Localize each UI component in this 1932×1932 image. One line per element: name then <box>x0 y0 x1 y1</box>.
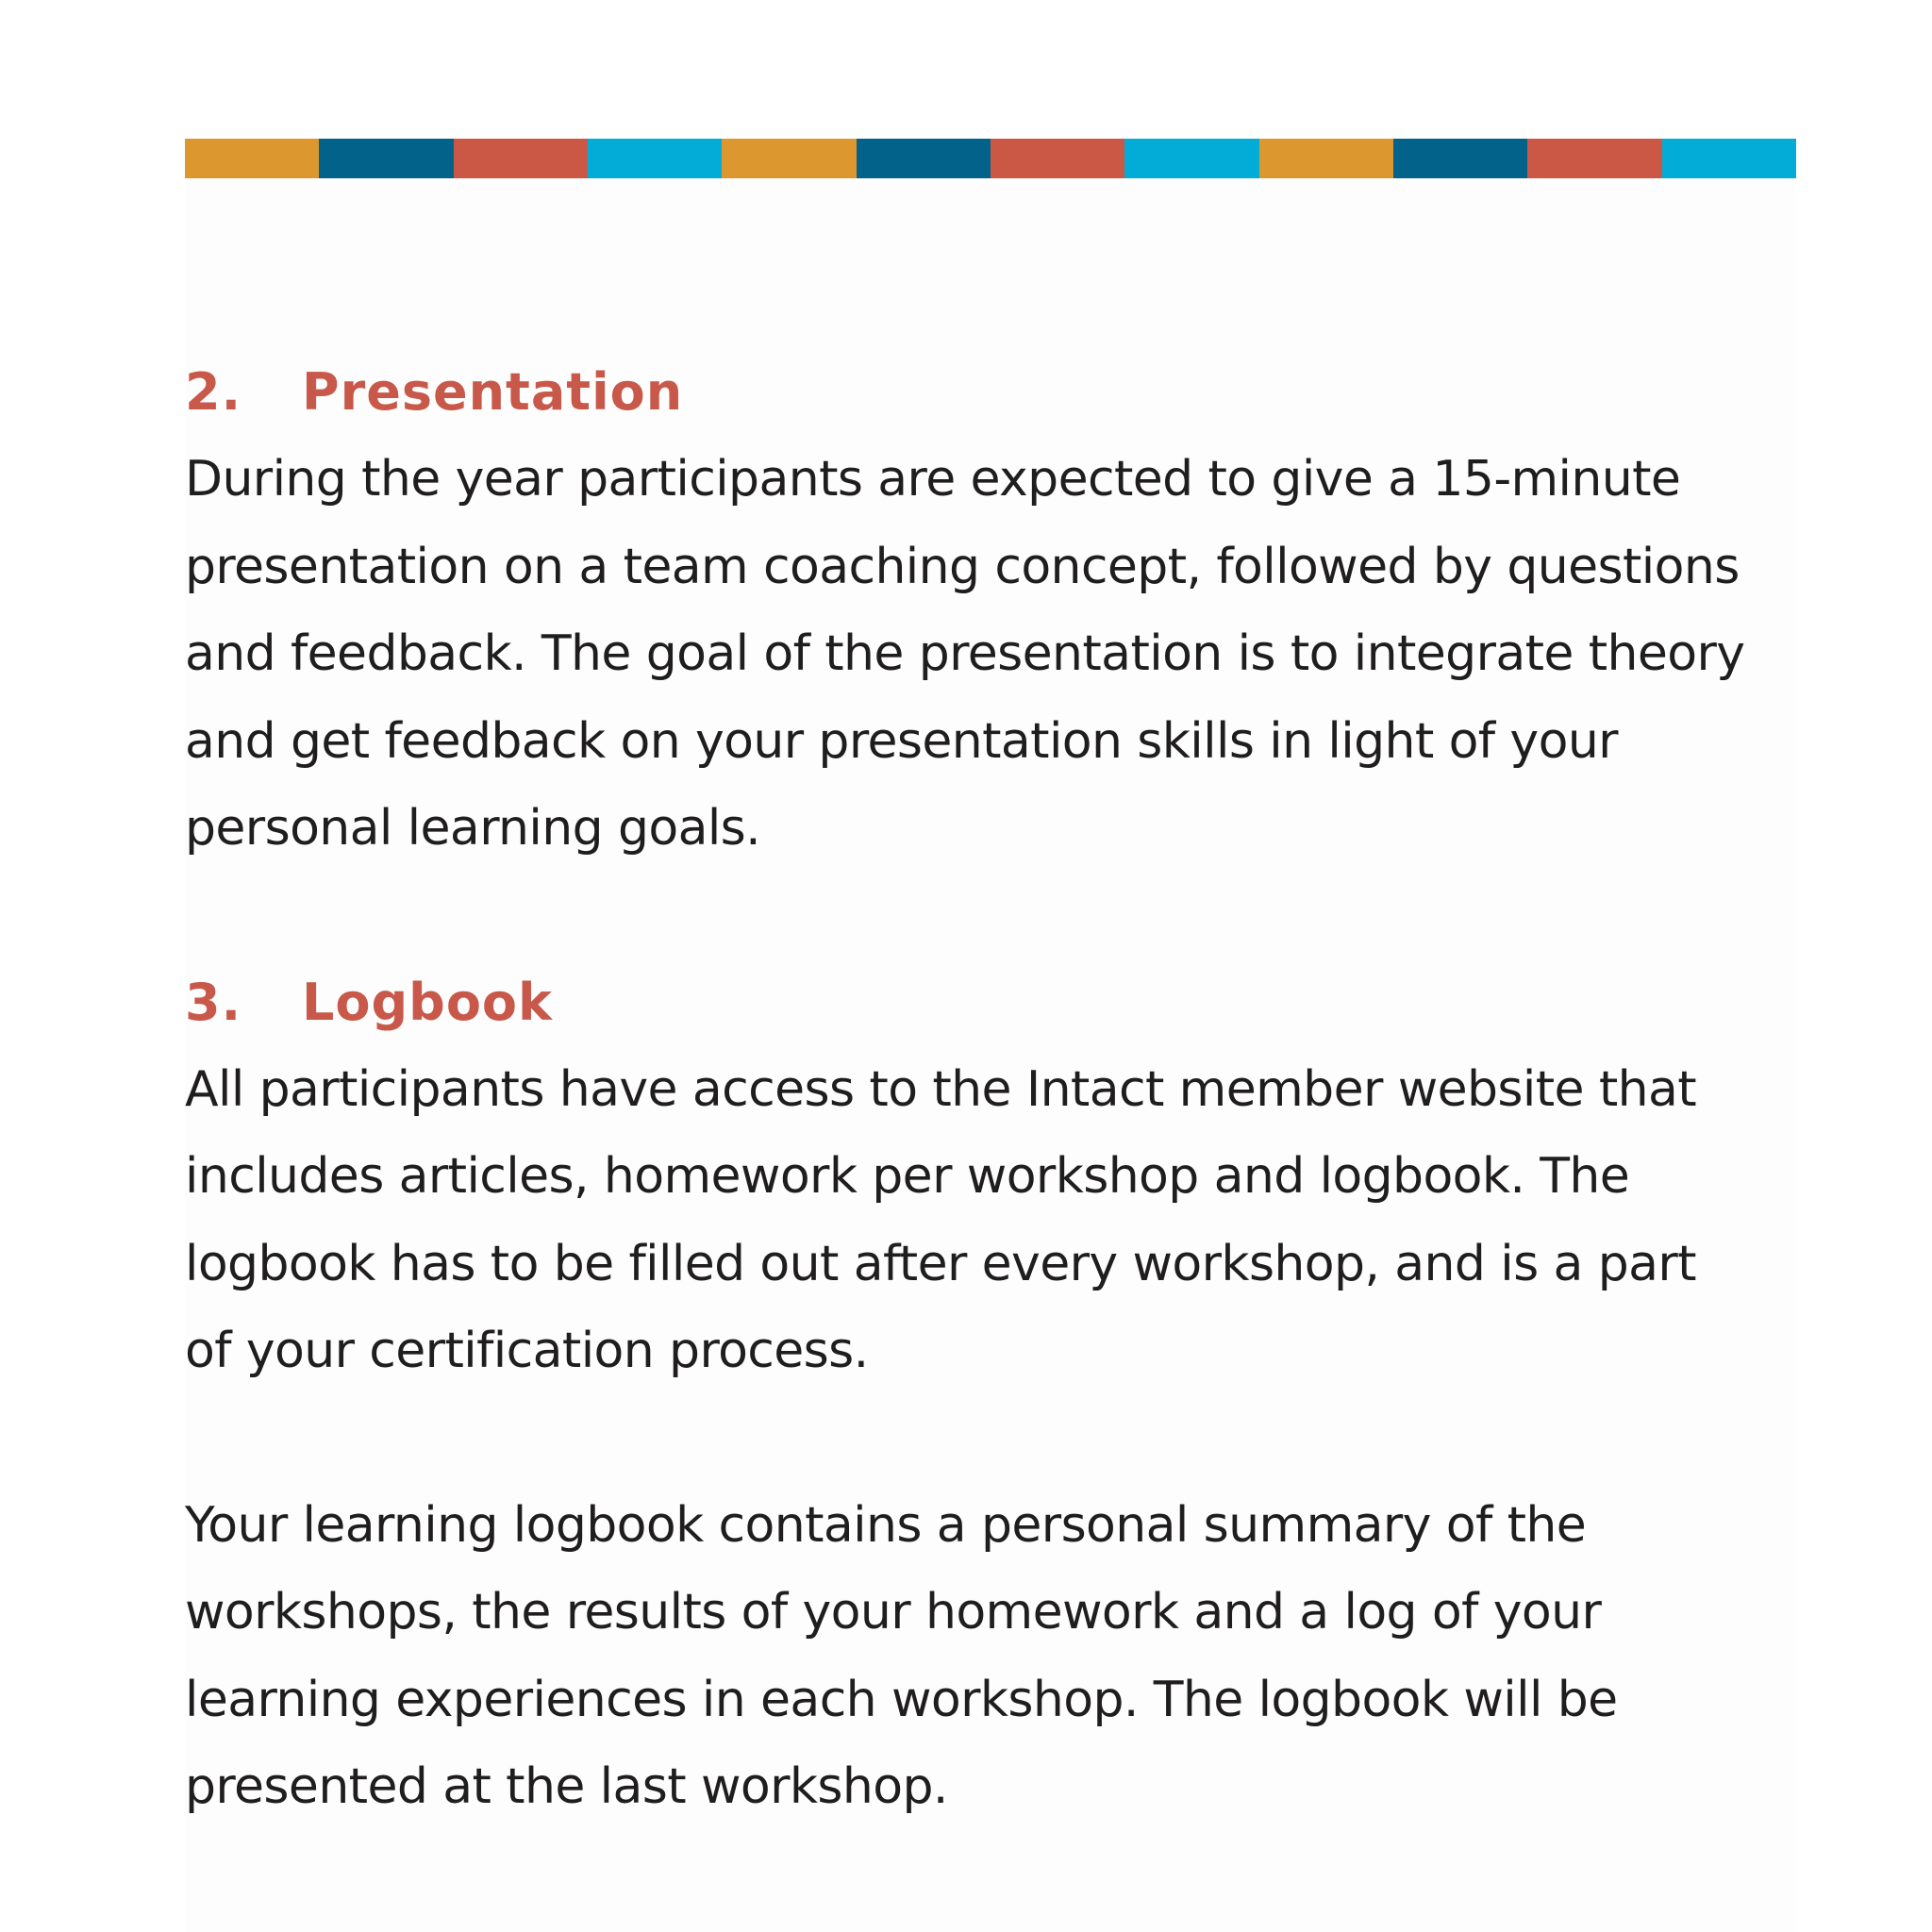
section-title: Logbook <box>302 972 553 1032</box>
paragraph-logbook-access: All participants have access to the Intact member website that includes articles, homework per workshop and logbook. The logbook has to be filled out after every workshop, and is a part of your certification process. <box>185 1060 1697 1379</box>
section-heading-logbook <box>185 959 1807 1046</box>
stripe-segment <box>588 139 722 178</box>
stripe-segment <box>1124 139 1258 178</box>
section-heading-presentation <box>185 349 1807 436</box>
stripe-segment <box>319 139 453 178</box>
stripe-segment <box>1662 139 1796 178</box>
stripe-segment <box>722 139 856 178</box>
document-body <box>185 349 1807 1831</box>
stripe-segment <box>1393 139 1527 178</box>
stripe-segment <box>454 139 588 178</box>
spacer <box>185 873 1807 959</box>
color-stripe-divider <box>185 139 1796 178</box>
stripe-segment <box>1527 139 1661 178</box>
paragraph-logbook-contents: Your learning logbook contains a personal summary of the workshops, the results of your homework and a log of your learning experiences in each workshop. The logbook will be presented at the last workshop. <box>185 1496 1618 1815</box>
section-number: 2. <box>185 362 242 422</box>
section-logbook <box>185 959 1807 1831</box>
stripe-segment <box>857 139 991 178</box>
section-number: 3. <box>185 972 242 1032</box>
spacer <box>185 1395 1807 1482</box>
stripe-segment <box>991 139 1124 178</box>
paragraph-presentation: During the year participants are expected to give a 15-minute presentation on a team coaching concept, followed by questions and feedback. The goal of the presentation is to integrate theory and get feedback on your presentation skills in light of your personal learning goals. <box>185 451 1745 857</box>
stripe-segment <box>185 139 319 178</box>
stripe-segment <box>1259 139 1393 178</box>
section-title: Presentation <box>302 362 684 422</box>
section-presentation <box>185 349 1807 873</box>
